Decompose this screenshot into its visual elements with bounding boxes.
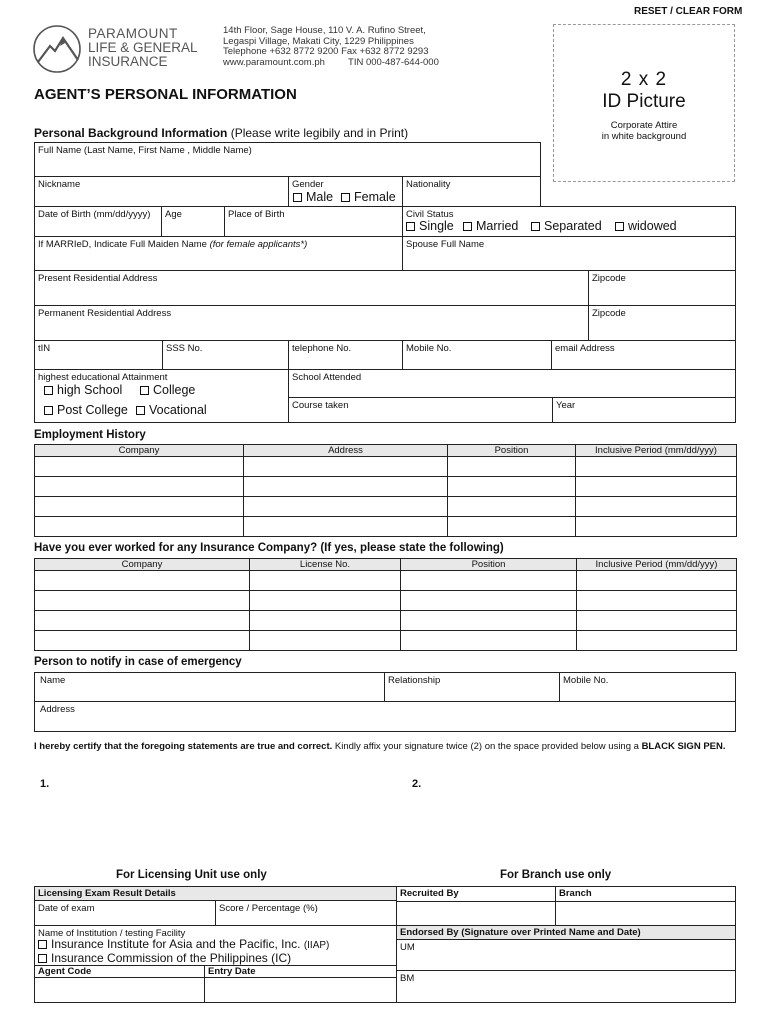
full-name-field[interactable]: [34, 142, 541, 177]
bm-label: BM: [400, 973, 415, 984]
gender-field: [288, 176, 403, 207]
certification-text: [34, 741, 734, 752]
photo-note-1: Corporate Attire: [610, 120, 678, 131]
insurance-cell[interactable]: [576, 590, 737, 611]
cs-single-option[interactable]: Single: [406, 219, 454, 233]
photo-note-2: in white background: [601, 131, 687, 142]
employment-header-0: Company: [34, 444, 244, 457]
checkbox-icon[interactable]: [136, 406, 145, 415]
email-label: email Address: [555, 343, 615, 354]
score-field[interactable]: [215, 900, 397, 926]
institution-label: Name of Institution / testing Facility: [38, 928, 186, 939]
mobile-field[interactable]: [402, 340, 552, 370]
logo-line-3: INSURANCE: [88, 54, 168, 69]
emergency-mobile-field[interactable]: [559, 672, 736, 702]
checkbox-icon[interactable]: [44, 406, 53, 415]
address-line-2: Legaspi Village, Makati City, 1229 Philippines: [223, 35, 414, 47]
maiden-name-field[interactable]: [34, 236, 403, 271]
emergency-address-label: Address: [40, 704, 75, 715]
checkbox-icon[interactable]: [341, 193, 350, 202]
edu-high-school-option[interactable]: high School: [44, 383, 122, 397]
endorsed-by-label: Endorsed By (Signature over Printed Name and Date): [400, 927, 641, 938]
employment-header-3: Inclusive Period (mm/dd/yyy): [575, 444, 737, 457]
entry-date-label: Entry Date: [208, 966, 256, 977]
insurance-cell[interactable]: [576, 570, 737, 591]
bm-field[interactable]: [396, 970, 736, 1003]
logo-line-2: LIFE & GENERAL: [88, 40, 198, 55]
edu-post-college-option[interactable]: Post College: [44, 403, 128, 417]
cs-widowed-option[interactable]: widowed: [615, 219, 677, 233]
employment-cell[interactable]: [447, 516, 576, 537]
telephone-field[interactable]: [288, 340, 403, 370]
personal-heading-note: (Please write legibily and in Print): [230, 126, 409, 140]
school-attended-field[interactable]: [288, 369, 736, 398]
emergency-mobile-label: Mobile No.: [563, 675, 609, 686]
permanent-zipcode-label: Zipcode: [592, 308, 626, 319]
insurance-cell[interactable]: [34, 570, 250, 591]
reset-clear-button[interactable]: RESET / CLEAR FORM: [634, 6, 743, 17]
agent-code-label: Agent Code: [38, 966, 92, 977]
emergency-relationship-field[interactable]: [384, 672, 560, 702]
insurance-cell[interactable]: [249, 570, 401, 591]
insurance-heading: Have you ever worked for any Insurance Company? (If yes, please state the following): [34, 542, 504, 554]
checkbox-icon[interactable]: [531, 222, 540, 231]
emergency-name-field[interactable]: [34, 672, 385, 702]
employment-cell[interactable]: [243, 496, 448, 517]
checkbox-icon[interactable]: [38, 940, 47, 949]
gender-female-option[interactable]: Female: [341, 190, 396, 204]
dob-field[interactable]: [34, 206, 162, 237]
signature-2-label: 2.: [412, 778, 422, 790]
nickname-label: Nickname: [38, 179, 81, 190]
checkbox-icon[interactable]: [615, 222, 624, 231]
company-logo: [32, 24, 212, 74]
nickname-field[interactable]: [34, 176, 289, 207]
gender-label: Gender: [292, 179, 324, 190]
maiden-name-note: (for female applicants*): [209, 239, 308, 250]
cs-married-option[interactable]: Married: [463, 219, 518, 233]
agent-code-field[interactable]: [34, 965, 205, 1003]
photo-size: 2 x 2: [620, 69, 668, 90]
employment-cell[interactable]: [34, 476, 244, 497]
sss-field[interactable]: [162, 340, 289, 370]
checkbox-icon[interactable]: [406, 222, 415, 231]
emergency-heading: Person to notify in case of emergency: [34, 656, 242, 668]
certify-normal: Kindly affix your signature twice (2) on the space provided below using a: [332, 741, 642, 752]
age-field[interactable]: [161, 206, 225, 237]
insurance-cell[interactable]: [249, 630, 401, 651]
institution-field: [34, 925, 397, 966]
company-address: [223, 26, 439, 68]
photo-title: ID Picture: [602, 91, 686, 112]
exam-details-label: Licensing Exam Result Details: [38, 888, 176, 899]
licensing-heading: For Licensing Unit use only: [116, 869, 267, 881]
certify-bold: I hereby certify that the foregoing statements are true and correct.: [34, 741, 333, 752]
emergency-address-field[interactable]: [34, 701, 736, 732]
checkbox-icon[interactable]: [44, 386, 53, 395]
address-line-1: 14th Floor, Sage House, 110 V. A. Rufino Street,: [223, 25, 426, 36]
exam-details-header: [34, 886, 397, 901]
company-tin: TIN 000-487-644-000: [348, 56, 439, 68]
recruited-by-label: Recruited By: [400, 888, 459, 899]
education-label: highest educational Attainment: [38, 372, 168, 383]
employment-cell[interactable]: [34, 516, 244, 537]
course-taken-label: Course taken: [292, 400, 349, 411]
mountain-logo-icon: [32, 24, 84, 74]
employment-header-2: Position: [447, 444, 576, 457]
website-tin-line: [223, 58, 439, 69]
insurance-cell[interactable]: [400, 570, 577, 591]
permanent-address-label: Permanent Residential Address: [38, 308, 172, 319]
employment-cell[interactable]: [575, 476, 737, 497]
present-zipcode-field[interactable]: [588, 270, 736, 306]
place-of-birth-label: Place of Birth: [228, 209, 285, 220]
address-line-3: Telephone +632 8772 9200 Fax +632 8772 9293: [223, 46, 429, 57]
branch-label: Branch: [559, 888, 592, 899]
insurance-cell[interactable]: [34, 630, 250, 651]
checkbox-icon[interactable]: [38, 954, 47, 963]
employment-cell[interactable]: [447, 456, 576, 477]
cs-separated-option[interactable]: Separated: [531, 219, 602, 233]
edu-vocational-option[interactable]: Vocational: [136, 403, 207, 417]
education-field: [34, 369, 289, 423]
employment-heading: Employment History: [34, 429, 146, 441]
employment-header-1: Address: [243, 444, 448, 457]
sss-label: SSS No.: [166, 343, 203, 354]
employment-cell[interactable]: [34, 496, 244, 517]
recruited-by-field[interactable]: [396, 886, 556, 926]
certify-bold-2: BLACK SIGN PEN.: [641, 741, 726, 752]
telephone-label: telephone No.: [292, 343, 352, 354]
nationality-field[interactable]: [402, 176, 541, 207]
employment-cell[interactable]: [243, 476, 448, 497]
maiden-name-label: If MARRIeD, Indicate Full Maiden Name (for female applicants*): [38, 239, 308, 250]
insurance-cell[interactable]: [249, 590, 401, 611]
signature-2-area[interactable]: [426, 776, 726, 856]
present-address-field[interactable]: [34, 270, 589, 306]
insurance-cell[interactable]: [400, 590, 577, 611]
personal-heading-bold: Personal Background Information: [34, 126, 228, 140]
signature-1-area[interactable]: [52, 776, 382, 856]
course-taken-field[interactable]: [288, 397, 553, 423]
tin-field[interactable]: [34, 340, 163, 370]
checkbox-icon[interactable]: [140, 386, 149, 395]
checkbox-icon[interactable]: [463, 222, 472, 231]
date-of-exam-field[interactable]: [34, 900, 216, 926]
tin-label: tIN: [38, 343, 51, 354]
school-attended-label: School Attended: [292, 372, 362, 383]
personal-heading: [34, 126, 408, 140]
year-label: Year: [556, 400, 576, 411]
ic-option[interactable]: Insurance Commission of the Philippines (IC): [38, 951, 291, 965]
insurance-cell[interactable]: [34, 610, 250, 631]
employment-cell[interactable]: [34, 456, 244, 477]
score-label: Score / Percentage (%): [219, 903, 318, 914]
insurance-header-0: Company: [34, 558, 250, 571]
civil-status-label: Civil Status: [406, 209, 454, 220]
permanent-address-field[interactable]: [34, 305, 589, 341]
branch-heading: For Branch use only: [500, 869, 612, 881]
employment-cell[interactable]: [447, 496, 576, 517]
emergency-name-label: Name: [40, 675, 66, 686]
branch-field[interactable]: [555, 886, 736, 926]
insurance-header-2: Position: [400, 558, 577, 571]
place-of-birth-field[interactable]: [224, 206, 403, 237]
dob-label: Date of Birth (mm/dd/yyyy): [38, 209, 151, 220]
logo-line-1: PARAMOUNT: [88, 26, 178, 41]
gender-male-option[interactable]: Male: [293, 190, 333, 204]
checkbox-icon[interactable]: [293, 193, 302, 202]
um-label: UM: [400, 942, 415, 953]
nationality-label: Nationality: [406, 179, 451, 190]
present-zipcode-label: Zipcode: [592, 273, 626, 284]
insurance-cell[interactable]: [400, 610, 577, 631]
insurance-cell[interactable]: [400, 630, 577, 651]
edu-college-option[interactable]: College: [140, 383, 195, 397]
entry-date-field[interactable]: [204, 965, 397, 1003]
iiap-option[interactable]: Insurance Institute for Asia and the Pacific, Inc. (IIAP): [38, 937, 329, 951]
employment-cell[interactable]: [575, 456, 737, 477]
spouse-name-label: Spouse Full Name: [406, 239, 485, 250]
spouse-name-field[interactable]: [402, 236, 736, 271]
employment-cell[interactable]: [447, 476, 576, 497]
full-name-label: Full Name (Last Name, First Name , Middle Name): [38, 145, 252, 156]
signature-1-label: 1.: [40, 778, 50, 790]
date-of-exam-label: Date of exam: [38, 903, 95, 914]
year-field[interactable]: [552, 397, 736, 423]
civil-status-field: [402, 206, 736, 237]
employment-cell[interactable]: [243, 456, 448, 477]
emergency-relationship-label: Relationship: [388, 675, 441, 686]
website-link[interactable]: www.paramount.com.ph: [223, 56, 325, 68]
employment-cell[interactable]: [243, 516, 448, 537]
insurance-cell[interactable]: [34, 590, 250, 611]
insurance-header-3: Inclusive Period (mm/dd/yyy): [576, 558, 737, 571]
insurance-cell[interactable]: [249, 610, 401, 631]
form-title: AGENT’S PERSONAL INFORMATION: [34, 86, 297, 103]
insurance-header-1: License No.: [249, 558, 401, 571]
insurance-cell[interactable]: [576, 630, 737, 651]
um-field[interactable]: [396, 939, 736, 971]
email-field[interactable]: [551, 340, 736, 370]
present-address-label: Present Residential Address: [38, 273, 158, 284]
employment-cell[interactable]: [575, 496, 737, 517]
mobile-label: Mobile No.: [406, 343, 452, 354]
permanent-zipcode-field[interactable]: [588, 305, 736, 341]
insurance-cell[interactable]: [576, 610, 737, 631]
endorsed-by-header: [396, 925, 736, 940]
employment-cell[interactable]: [575, 516, 737, 537]
age-label: Age: [165, 209, 182, 220]
id-picture-box[interactable]: [553, 24, 735, 182]
